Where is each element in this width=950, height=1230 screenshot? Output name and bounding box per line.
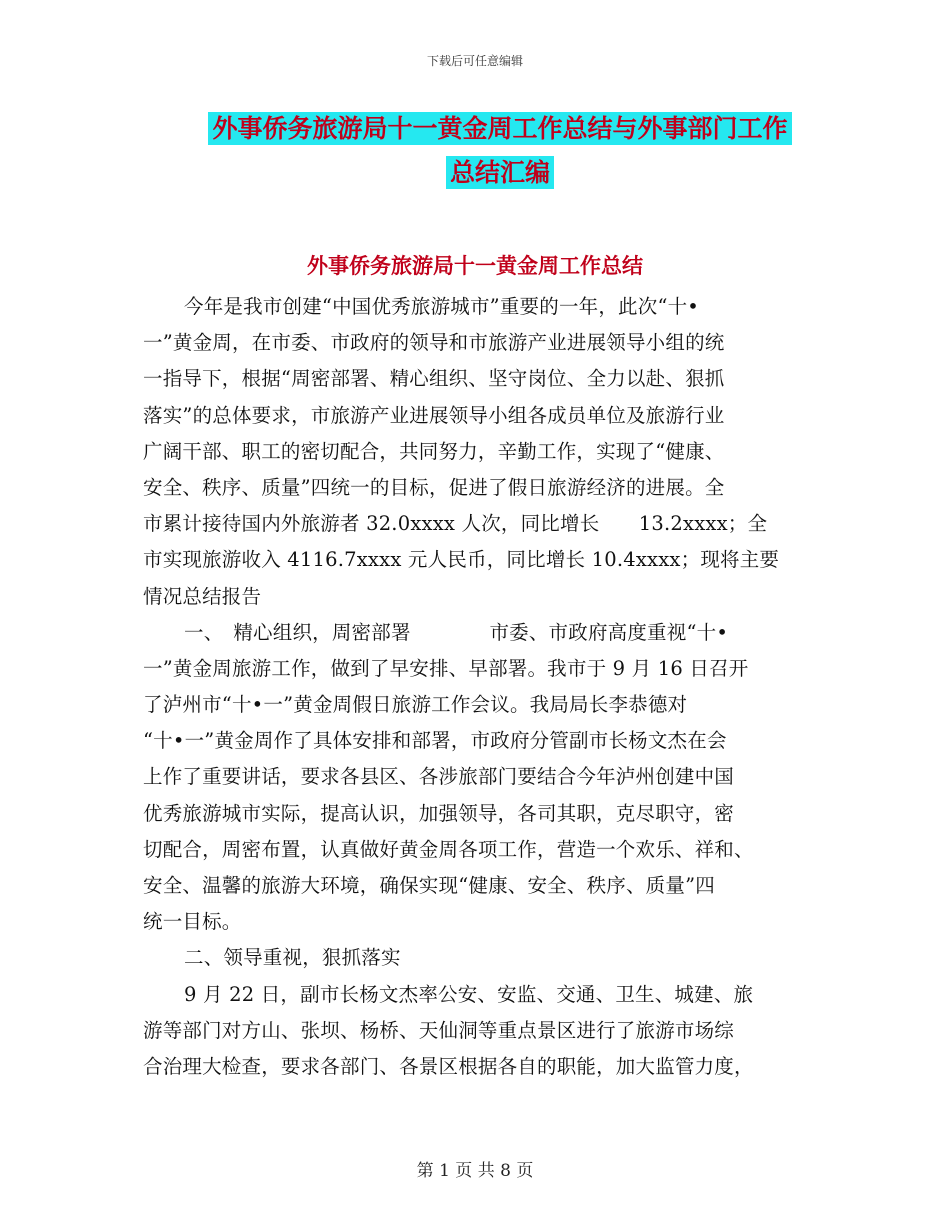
paragraph-line: 落实”的总体要求，市旅游产业进展领导小组各成员单位及旅游行业: [143, 403, 725, 427]
document-title-line-1: [150, 112, 850, 146]
body-text: [143, 289, 807, 1085]
paragraph-line: 一指导下，根据“周密部署、精心组织、坚守岗位、全力以赴、狠抓: [143, 367, 725, 391]
page-number-footer: 第 1 页 共 8 页: [416, 1161, 534, 1181]
section-title: 外事侨务旅游局十一黄金周工作总结: [307, 254, 643, 278]
paragraph-line: 了泸州市“十•一”黄金周假日旅游工作会议。我局局长李恭德对: [143, 693, 688, 717]
paragraph-line: 游等部门对方山、张坝、杨桥、天仙洞等重点景区进行了旅游市场综: [143, 1018, 735, 1042]
paragraph-line: 9 月 22 日，副市长杨文杰率公安、安监、交通、卫生、城建、旅: [184, 982, 754, 1006]
paragraph-line: 今年是我市创建“中国优秀旅游城市”重要的一年，此次“十•: [184, 295, 700, 318]
paragraph-line: 市实现旅游收入 4116.7xxxx 元人民币，同比增长 10.4xxxx；现将主要: [143, 548, 780, 572]
document-title-text-2: 总结汇编: [446, 156, 554, 189]
paragraph-line: 统一目标。: [143, 910, 242, 934]
paragraph-line: 一”黄金周，在市委、市政府的领导和市旅游产业进展领导小组的统: [143, 331, 725, 355]
paragraph-line: 广阔干部、职工的密切配合，共同努力，辛勤工作，实现了“健康、: [143, 439, 725, 463]
paragraph-line: 切配合，周密布置，认真做好黄金周各项工作，营造一个欢乐、祥和、: [143, 837, 754, 861]
section-heading-line: 二、领导重视，狠抓落实: [184, 946, 401, 970]
paragraph-line: 情况总结报告: [143, 584, 262, 608]
header-note: 下载后可任意编辑: [426, 54, 523, 68]
document-title-line-2: [150, 156, 850, 190]
paragraph-line: 市累计接待国内外旅游者 32.0xxxx 人次，同比增长 13.2xxxx；全: [143, 512, 768, 536]
paragraph-line: 上作了重要讲话，要求各县区、各涉旅部门要结合今年泸州创建中国: [143, 765, 735, 789]
section-heading-line: 一、 精心组织，周密部署 市委、市政府高度重视“十•: [184, 620, 729, 644]
paragraph-line: 优秀旅游城市实际，提高认识，加强领导，各司其职，克尽职守，密: [143, 801, 735, 825]
paragraph-line: 一”黄金周旅游工作，做到了早安排、早部署。我市于 9 月 16 日召开: [143, 656, 749, 680]
paragraph-line: 安全、秩序、质量”四统一的目标，促进了假日旅游经济的进展。全: [143, 475, 725, 499]
document-title-text-1: 外事侨务旅游局十一黄金周工作总结与外事部门工作: [208, 112, 791, 145]
paragraph-line: “十•一”黄金周作了具体安排和部署，市政府分管副市长杨文杰在会: [143, 729, 727, 753]
paragraph-line: 安全、温馨的旅游大环境，确保实现“健康、安全、秩序、质量”四: [143, 874, 715, 897]
paragraph-line: 合治理大检查，要求各部门、各景区根据各自的职能，加大监管力度，: [143, 1054, 754, 1078]
